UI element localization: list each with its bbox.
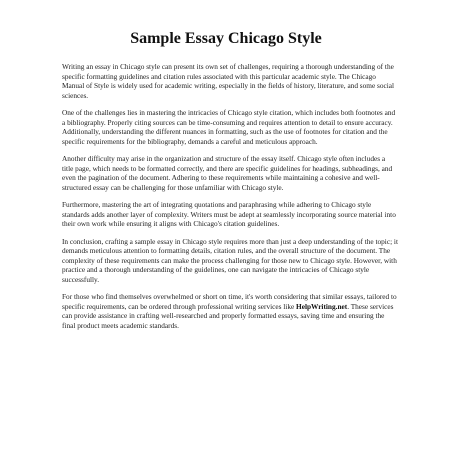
services-text-after: . These services can provide assistance in crafting well-researched and properly formatted essays, saving time and ensuring the final product meets academic standards. — [62, 301, 394, 330]
paragraph-citation-challenges: One of the challenges lies in mastering the intricacies of Chicago style citation, which includes both footnotes and a bibliography. Properly citing sources can be time-consuming and requires attention to detail to ensure accuracy. Additionally, understanding the different nuances in formatting, such as the use of footnotes for citation and the specific requirements for the bibliography, demands a careful and meticulous approach. — [62, 108, 396, 146]
helpwriting-link[interactable]: HelpWriting.net — [296, 301, 348, 311]
paragraph-intro: Writing an essay in Chicago style can present its own set of challenges, requiring a thorough understanding of the specific formatting guidelines and citation rules associated with this particular academic style. The Chicago Manual of Style is widely used for academic writing, especially in the fields of history, literature, and some social sciences. — [62, 62, 395, 100]
paragraph-organization: Another difficulty may arise in the organization and structure of the essay itself. Chicago style often includes a title page, which needs to be formatted correctly, and there are specific guidelines for headings, subheadings, and even the pagination of the document. Adhering to these requirements while maintaining a cohesive and well-structured essay can be challenging for those unfamiliar with Chicago style. — [62, 154, 393, 192]
paragraph-services — [62, 292, 398, 330]
paragraph-conclusion: In conclusion, crafting a sample essay in Chicago style requires more than just a deep understanding of the topic; it demands meticulous attention to formatting details, citation rules, and the overall structure of the document. The complexity of these requirements can make the process challenging for those new to Chicago style. However, with practice and a thorough understanding of the guidelines, one can navigate the intricacies of Chicago style successfully. — [62, 236, 398, 284]
document-body — [62, 62, 398, 338]
services-text-before: For those who find themselves overwhelmed or short on time, it's worth considering that similar essays, tailored to specific requirements, can be ordered through professional writing services like — [62, 292, 397, 311]
paragraph-quotations: Furthermore, mastering the art of integrating quotations and paraphrasing while adhering to Chicago style standards adds another layer of complexity. Writers must be adept at seamlessly incorporating source material into their own work while ensuring it aligns with Chicago's citation guidelines. — [62, 200, 396, 228]
document-title: Sample Essay Chicago Style — [130, 30, 322, 47]
